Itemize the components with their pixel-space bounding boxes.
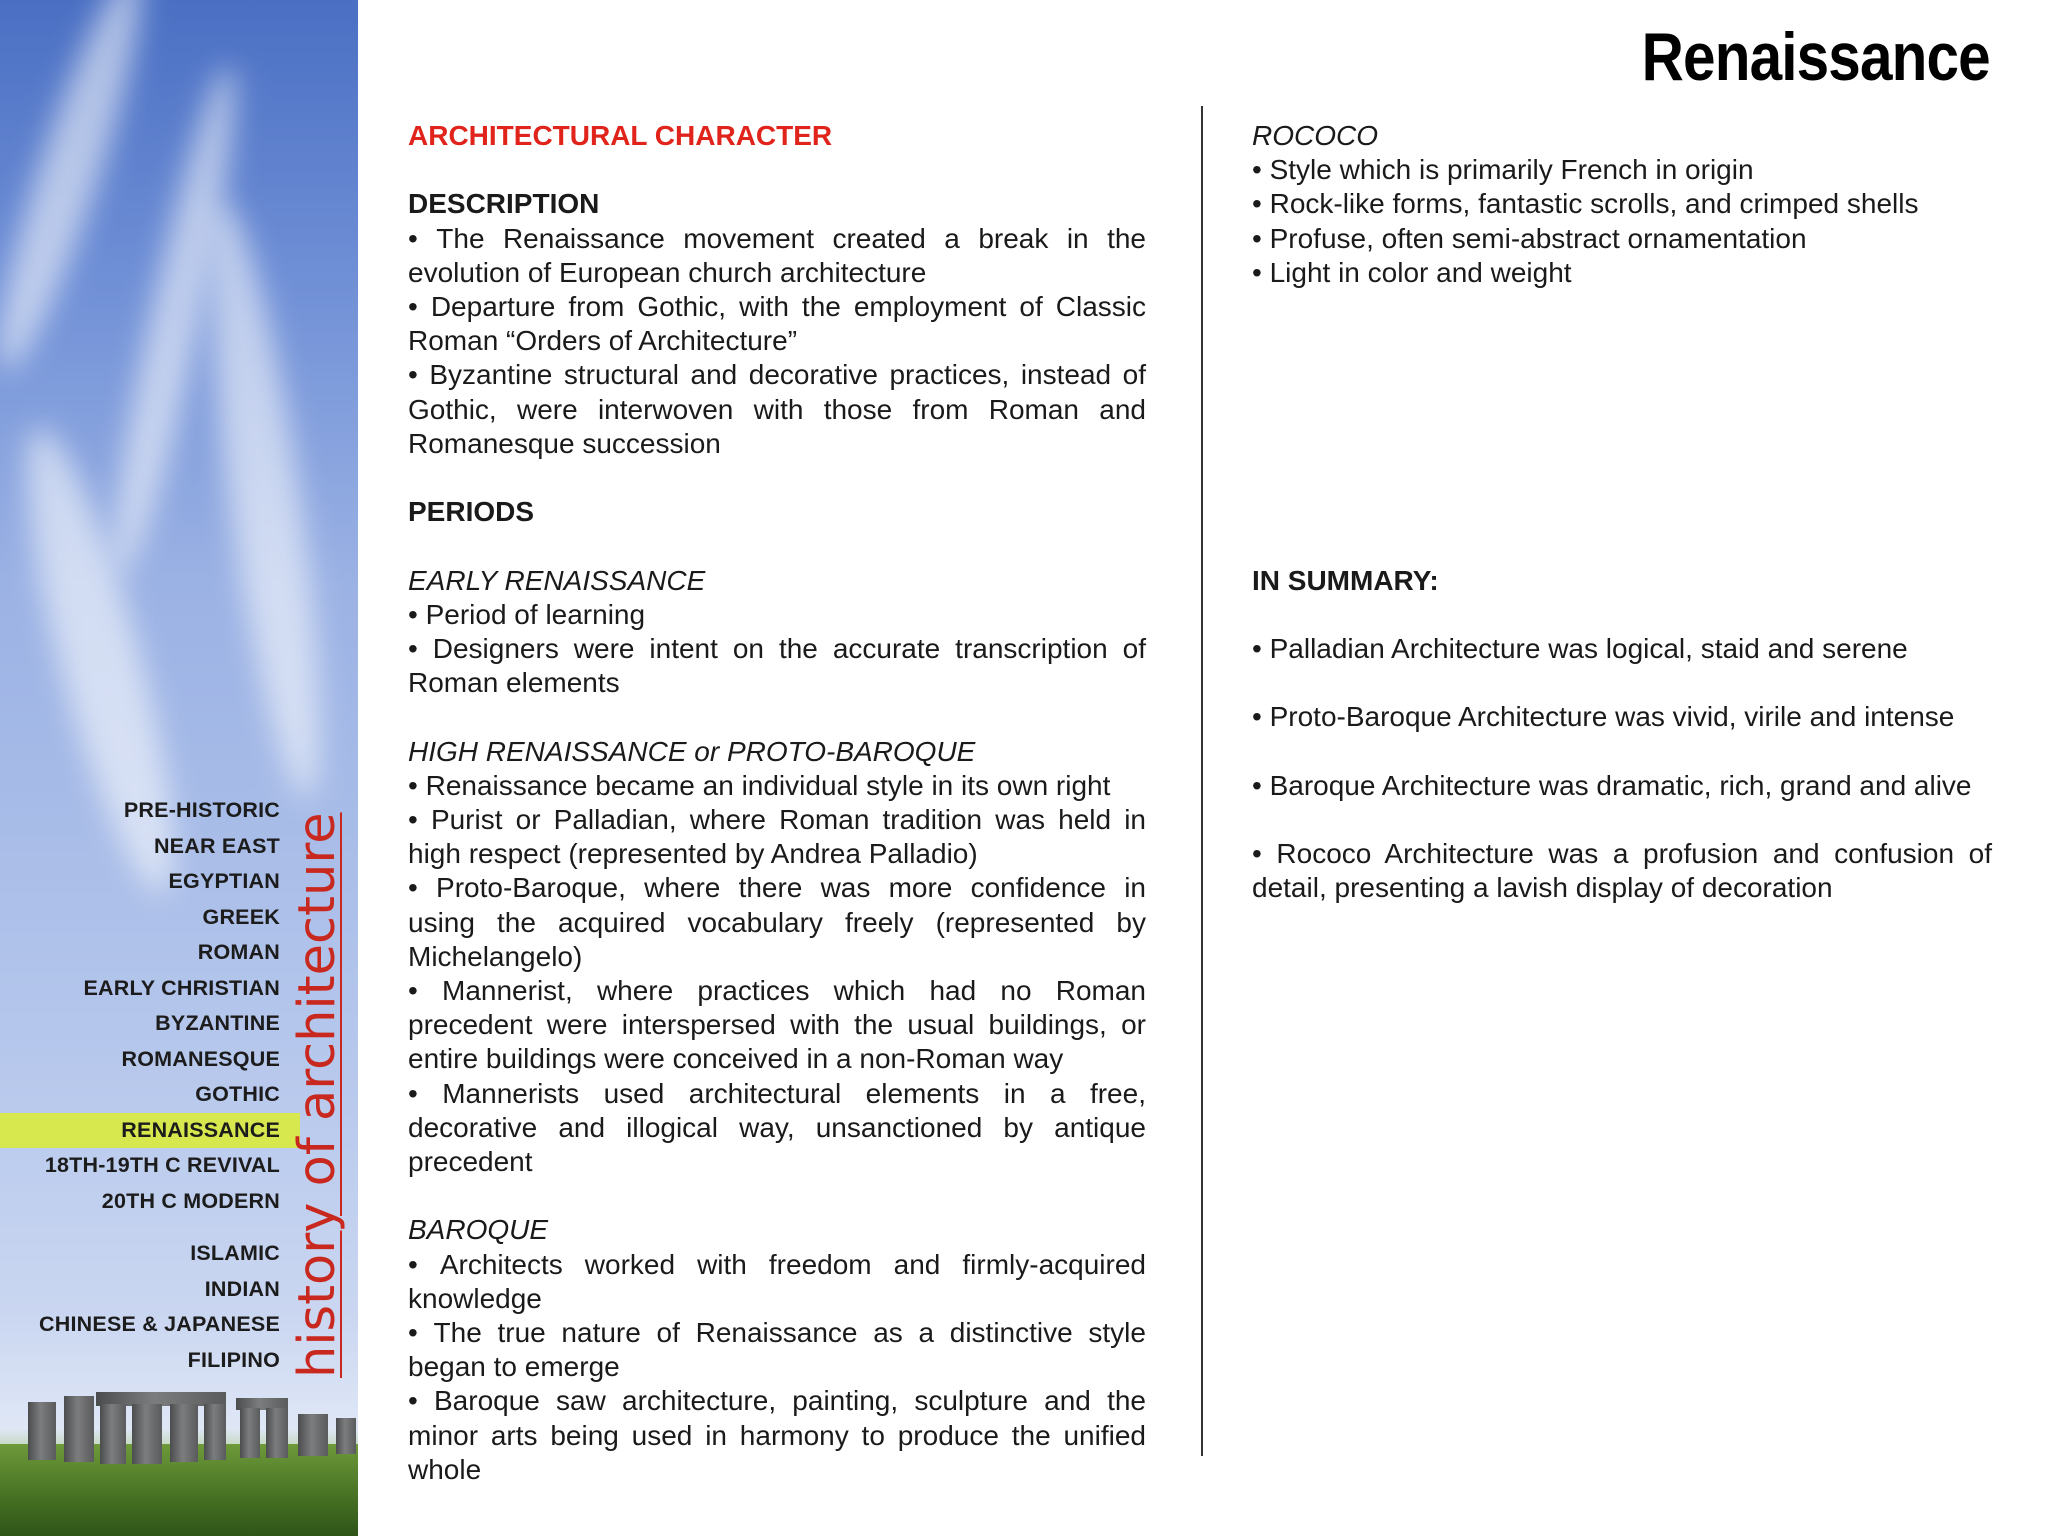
nav-item-egyptian[interactable]: EGYPTIAN bbox=[168, 869, 280, 893]
vertical-title: history of architecture bbox=[288, 812, 347, 1378]
nav-item-renaissance[interactable]: RENAISSANCE bbox=[0, 1113, 300, 1149]
nav-item-18th-19th-c-revival[interactable]: 18TH-19TH C REVIVAL bbox=[44, 1153, 280, 1177]
description-item: • The Renaissance movement created a break in the evolution of European church architecture bbox=[408, 222, 1146, 290]
rococo-item: • Rock-like forms, fantastic scrolls, and crimped shells bbox=[1252, 187, 1992, 221]
nav-item-20th-c-modern[interactable]: 20TH C MODERN bbox=[101, 1188, 280, 1213]
stone bbox=[336, 1418, 356, 1454]
nav-item-romanesque[interactable]: ROMANESQUE bbox=[121, 1046, 280, 1071]
nav-item-filipino[interactable]: FILIPINO bbox=[187, 1347, 280, 1372]
nav-item-islamic[interactable]: ISLAMIC bbox=[190, 1241, 280, 1265]
baroque-item: • Baroque saw architecture, painting, sculpture and the minor arts being used in harmony to produce the unified whole bbox=[408, 1384, 1146, 1487]
stone bbox=[240, 1408, 260, 1458]
rococo-item: • Style which is primarily French in origin bbox=[1252, 153, 1992, 187]
sidebar bbox=[0, 0, 358, 1536]
nav-item-greek[interactable]: GREEK bbox=[202, 904, 280, 929]
left-column bbox=[408, 119, 1146, 1487]
periods-heading: PERIODS bbox=[408, 496, 535, 528]
early-renaissance-title: EARLY RENAISSANCE bbox=[408, 564, 706, 596]
high-item: • Proto-Baroque, where there was more confidence in using the acquired vocabulary freely (represented by Michelangelo) bbox=[408, 871, 1146, 974]
summary-heading: IN SUMMARY: bbox=[1252, 564, 1439, 596]
nav-item-indian[interactable]: INDIAN bbox=[204, 1276, 280, 1301]
description-item: • Byzantine structural and decorative practices, instead of Gothic, were interwoven with those from Roman and Romanesque succession bbox=[408, 358, 1146, 461]
stone bbox=[100, 1404, 126, 1464]
baroque-title: BAROQUE bbox=[408, 1214, 549, 1246]
stone bbox=[28, 1402, 56, 1460]
rococo-title: ROCOCO bbox=[1252, 120, 1378, 151]
high-item: • Mannerists used architectural elements in a free, decorative and illogical way, unsanctioned by antique precedent bbox=[408, 1077, 1146, 1180]
nav-item-byzantine[interactable]: BYZANTINE bbox=[155, 1011, 280, 1035]
rococo-item: • Light in color and weight bbox=[1252, 256, 1992, 290]
summary-item: • Rococo Architecture was a profusion and confusion of detail, presenting a lavish display of decoration bbox=[1252, 837, 1992, 905]
stone bbox=[298, 1414, 328, 1456]
high-item: • Renaissance became an individual style in its own right bbox=[408, 769, 1146, 803]
stone bbox=[170, 1404, 198, 1462]
stone bbox=[64, 1396, 94, 1462]
cloud-streak bbox=[189, 198, 342, 802]
column-divider bbox=[1201, 106, 1203, 1456]
stone bbox=[204, 1404, 226, 1460]
high-item: • Mannerist, where practices which had no Roman precedent were interspersed with the usual buildings, or entire buildings were conceived in a non-Roman way bbox=[408, 974, 1146, 1077]
summary-item: • Baroque Architecture was dramatic, rich, grand and alive bbox=[1252, 769, 1992, 803]
nav-item-near-east[interactable]: NEAR EAST bbox=[153, 833, 280, 858]
description-heading: DESCRIPTION bbox=[408, 188, 600, 220]
page-title: Renaissance bbox=[1641, 19, 1990, 95]
cloud-streak bbox=[0, 0, 163, 379]
nav-item-early-christian[interactable]: EARLY CHRISTIAN bbox=[83, 975, 280, 1000]
nav-item-roman[interactable]: ROMAN bbox=[197, 940, 280, 964]
section-heading: ARCHITECTURAL CHARACTER bbox=[408, 120, 833, 151]
baroque-item: • The true nature of Renaissance as a distinctive style began to emerge bbox=[408, 1316, 1146, 1384]
description-item: • Departure from Gothic, with the employment of Classic Roman “Orders of Architecture” bbox=[408, 290, 1146, 358]
baroque-item: • Architects worked with freedom and firmly-acquired knowledge bbox=[408, 1248, 1146, 1316]
summary-item: • Palladian Architecture was logical, staid and serene bbox=[1252, 632, 1992, 666]
stone bbox=[132, 1404, 162, 1464]
right-column bbox=[1252, 119, 1992, 905]
early-item: • Designers were intent on the accurate transcription of Roman elements bbox=[408, 632, 1146, 700]
nav-item-chinese-japanese[interactable]: CHINESE & JAPANESE bbox=[39, 1312, 280, 1336]
early-item: • Period of learning bbox=[408, 598, 1146, 632]
nav-item-pre-historic[interactable]: PRE-HISTORIC bbox=[123, 798, 280, 822]
summary-item: • Proto-Baroque Architecture was vivid, virile and intense bbox=[1252, 700, 1992, 734]
high-item: • Purist or Palladian, where Roman tradition was held in high respect (represented by Andrea Palladio) bbox=[408, 803, 1146, 871]
nav-item-gothic[interactable]: GOTHIC bbox=[195, 1082, 280, 1106]
high-renaissance-title: HIGH RENAISSANCE or PROTO-BAROQUE bbox=[408, 735, 976, 767]
section-nav bbox=[0, 793, 300, 1378]
rococo-item: • Profuse, often semi-abstract ornamentation bbox=[1252, 222, 1992, 256]
stone bbox=[266, 1408, 288, 1458]
